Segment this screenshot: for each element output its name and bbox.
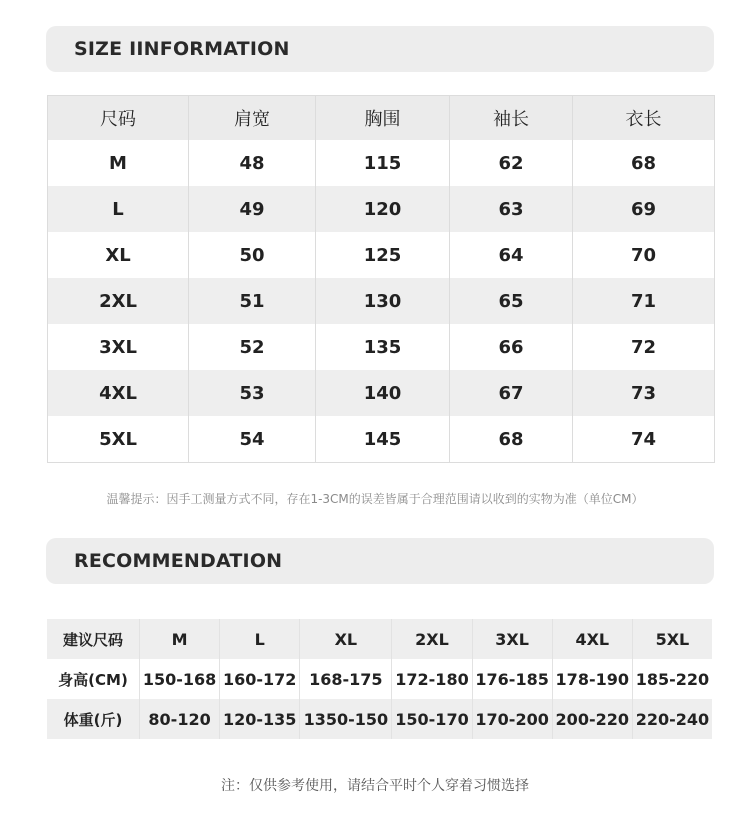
table-cell: 62 [450,140,573,186]
table-cell: 69 [573,186,715,232]
table-cell: 65 [450,278,573,324]
table-cell: 168-175 [300,659,392,699]
table-row [48,278,715,324]
table-cell: 172-180 [392,659,472,699]
table-cell: 4XL [48,370,189,416]
header-cell: 尺码 [48,96,189,141]
recommendation-table [47,619,712,739]
table-cell: 170-200 [472,699,552,739]
table-cell: 2XL [392,619,472,659]
table-cell: 51 [189,278,316,324]
table-cell: 115 [316,140,450,186]
size-table-header-row [48,96,715,141]
header-cell: 衣长 [573,96,715,141]
table-row [48,140,715,186]
table-cell: 1350-150 [300,699,392,739]
table-cell: 72 [573,324,715,370]
header-cell: 袖长 [450,96,573,141]
table-cell: XL [48,232,189,278]
table-cell: 70 [573,232,715,278]
recommendation-header [46,538,714,584]
size-info-table [47,95,715,463]
table-cell: 68 [450,416,573,463]
table-cell: 5XL [48,416,189,463]
table-cell: 54 [189,416,316,463]
row-label: 建议尺码 [47,619,140,659]
table-cell: 52 [189,324,316,370]
table-cell: 150-170 [392,699,472,739]
table-cell: 67 [450,370,573,416]
table-cell: 150-168 [140,659,220,699]
table-cell: 4XL [552,619,632,659]
row-label: 体重(斤) [47,699,140,739]
table-cell: 74 [573,416,715,463]
table-cell: 178-190 [552,659,632,699]
table-cell: M [140,619,220,659]
table-cell: M [48,140,189,186]
row-label: 身高(CM) [47,659,140,699]
table-cell: L [220,619,300,659]
table-cell: 71 [573,278,715,324]
measurement-note: 温馨提示：因手工测量方式不同，存在1-3CM的误差皆属于合理范围请以收到的实物为准（单位CM） [106,492,644,506]
table-cell: 176-185 [472,659,552,699]
table-cell: 160-172 [220,659,300,699]
table-cell: XL [300,619,392,659]
table-cell: 64 [450,232,573,278]
table-row [48,186,715,232]
table-cell: 53 [189,370,316,416]
table-cell: 140 [316,370,450,416]
table-cell: 63 [450,186,573,232]
table-cell: 125 [316,232,450,278]
header-cell: 胸围 [316,96,450,141]
table-cell: L [48,186,189,232]
table-cell: 5XL [632,619,712,659]
table-row [47,659,712,699]
usage-note: 注：仅供参考使用，请结合平时个人穿着习惯选择 [221,778,529,794]
table-cell: 120 [316,186,450,232]
table-row [48,232,715,278]
table-cell: 50 [189,232,316,278]
table-row [48,416,715,463]
table-row [48,324,715,370]
table-row [47,699,712,739]
table-cell: 66 [450,324,573,370]
table-cell: 48 [189,140,316,186]
table-cell: 3XL [48,324,189,370]
table-cell: 120-135 [220,699,300,739]
recommendation-title: RECOMMENDATION [74,550,283,572]
table-row [47,619,712,659]
table-cell: 49 [189,186,316,232]
table-cell: 220-240 [632,699,712,739]
table-cell: 2XL [48,278,189,324]
table-cell: 68 [573,140,715,186]
header-cell: 肩宽 [189,96,316,141]
table-cell: 185-220 [632,659,712,699]
table-cell: 200-220 [552,699,632,739]
table-cell: 145 [316,416,450,463]
table-cell: 130 [316,278,450,324]
table-cell: 80-120 [140,699,220,739]
table-cell: 3XL [472,619,552,659]
table-cell: 135 [316,324,450,370]
size-info-header [46,26,714,72]
table-cell: 73 [573,370,715,416]
table-row [48,370,715,416]
size-info-title: SIZE IINFORMATION [74,38,290,60]
